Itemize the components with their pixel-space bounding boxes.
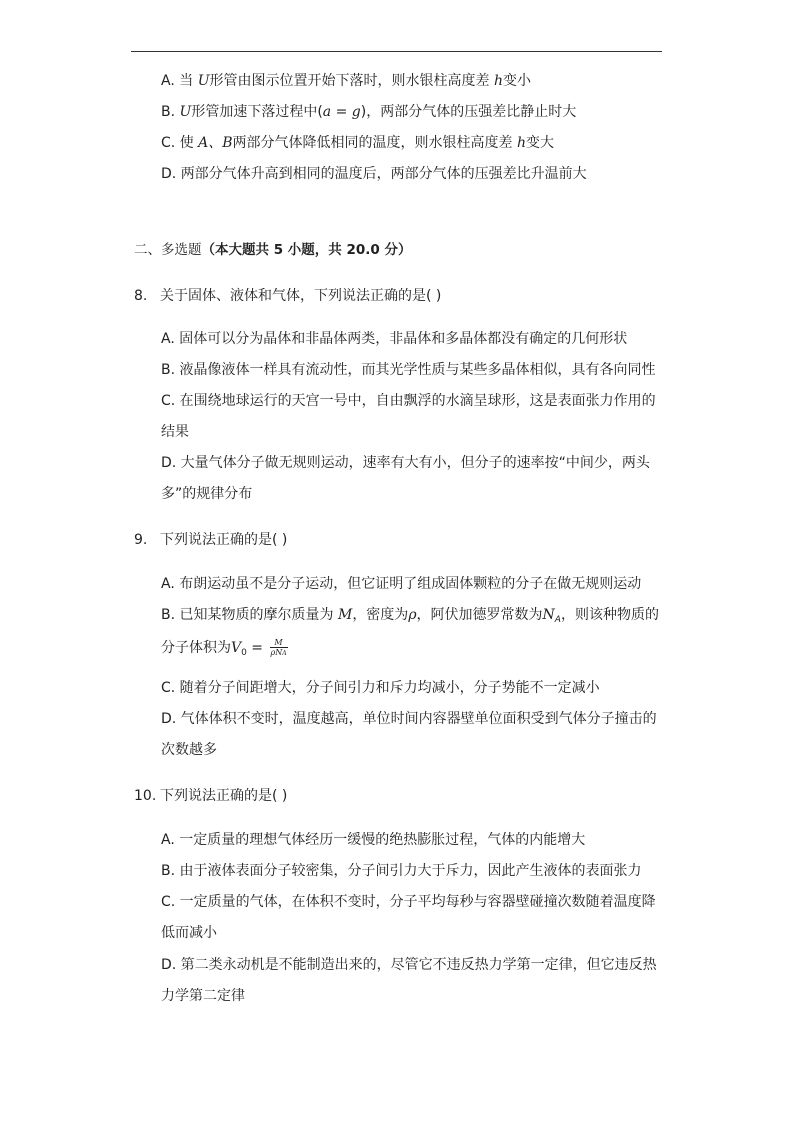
q9-option-c: C. 随着分子间距增大，分子间引力和斥力均减小，分子势能不一定减小: [161, 680, 600, 696]
q9-option-a: A. 布朗运动虽不是分子运动，但它证明了组成固体颗粒的分子在做无规则运动: [161, 576, 642, 592]
q8-option-d-cont: 多”的规律分布: [161, 486, 253, 502]
q7-option-a: A. 当 U形管由图示位置开始下落时，则水银柱高度差 h变小: [161, 73, 531, 89]
q10-option-d-cont: 力学第二定律: [161, 988, 245, 1004]
q8-option-c-cont: 结果: [161, 424, 189, 440]
q7-option-d: D. 两部分气体升高到相同的温度后，两部分气体的压强差比升温前大: [161, 166, 587, 182]
molecular-volume-fraction: $\frac{M}{\text{ρNA}}$: [270, 638, 287, 657]
q8-option-d: D. 大量气体分子做无规则运动，速率有大有小，但分子的速率按“中间少，两头: [161, 455, 650, 471]
q7-option-b: B. U形管加速下落过程中(a = g)，两部分气体的压强差比静止时大: [161, 104, 577, 120]
q9-option-b: B. 已知某物质的摩尔质量为 M，密度为ρ，阿伏加德罗常数为$N_A$，则该种物质的: [161, 607, 659, 625]
q9-option-d: D. 气体体积不变时，温度越高，单位时间内容器壁单位面积受到气体分子撞击的: [161, 711, 657, 727]
q9-stem: 9. 下列说法正确的是( ): [134, 532, 288, 548]
header-rule: [131, 51, 662, 52]
q10-option-b: B. 由于液体表面分子较密集，分子间引力大于斥力，因此产生液体的表面张力: [161, 863, 642, 879]
q10-option-a: A. 一定质量的理想气体经历一缓慢的绝热膨胀过程，气体的内能增大: [161, 832, 586, 848]
q8-option-a: A. 固体可以分为晶体和非晶体两类，非晶体和多晶体都没有确定的几何形状: [161, 331, 628, 347]
q10-option-c: C. 一定质量的气体，在体积不变时，分子平均每秒与容器壁碰撞次数随着温度降: [161, 894, 656, 910]
q8-option-b: B. 液晶像液体一样具有流动性，而其光学性质与某些多晶体相似，具有各向同性: [161, 362, 656, 378]
q7-option-c: C. 使 A、B两部分气体降低相同的温度，则水银柱高度差 h变大: [161, 135, 555, 151]
q10-option-d: D. 第二类永动机是不能制造出来的，尽管它不违反热力学第一定律，但它违反热: [161, 957, 657, 973]
section-heading: 二、多选题（本大题共 5 小题，共 20.0 分）: [134, 242, 412, 258]
q9-option-b-cont: 分子体积为$V_0$ = $\frac{M}{\text{ρNA}}$: [161, 638, 287, 658]
q10-option-c-cont: 低而减小: [161, 925, 217, 941]
q10-stem: 10. 下列说法正确的是( ): [134, 788, 288, 804]
q9-option-d-cont: 次数越多: [161, 742, 217, 758]
q8-stem: 8. 关于固体、液体和气体，下列说法正确的是( ): [134, 288, 442, 304]
q8-option-c: C. 在围绕地球运行的天宫一号中，自由飘浮的水滴呈球形，这是表面张力作用的: [161, 393, 656, 409]
